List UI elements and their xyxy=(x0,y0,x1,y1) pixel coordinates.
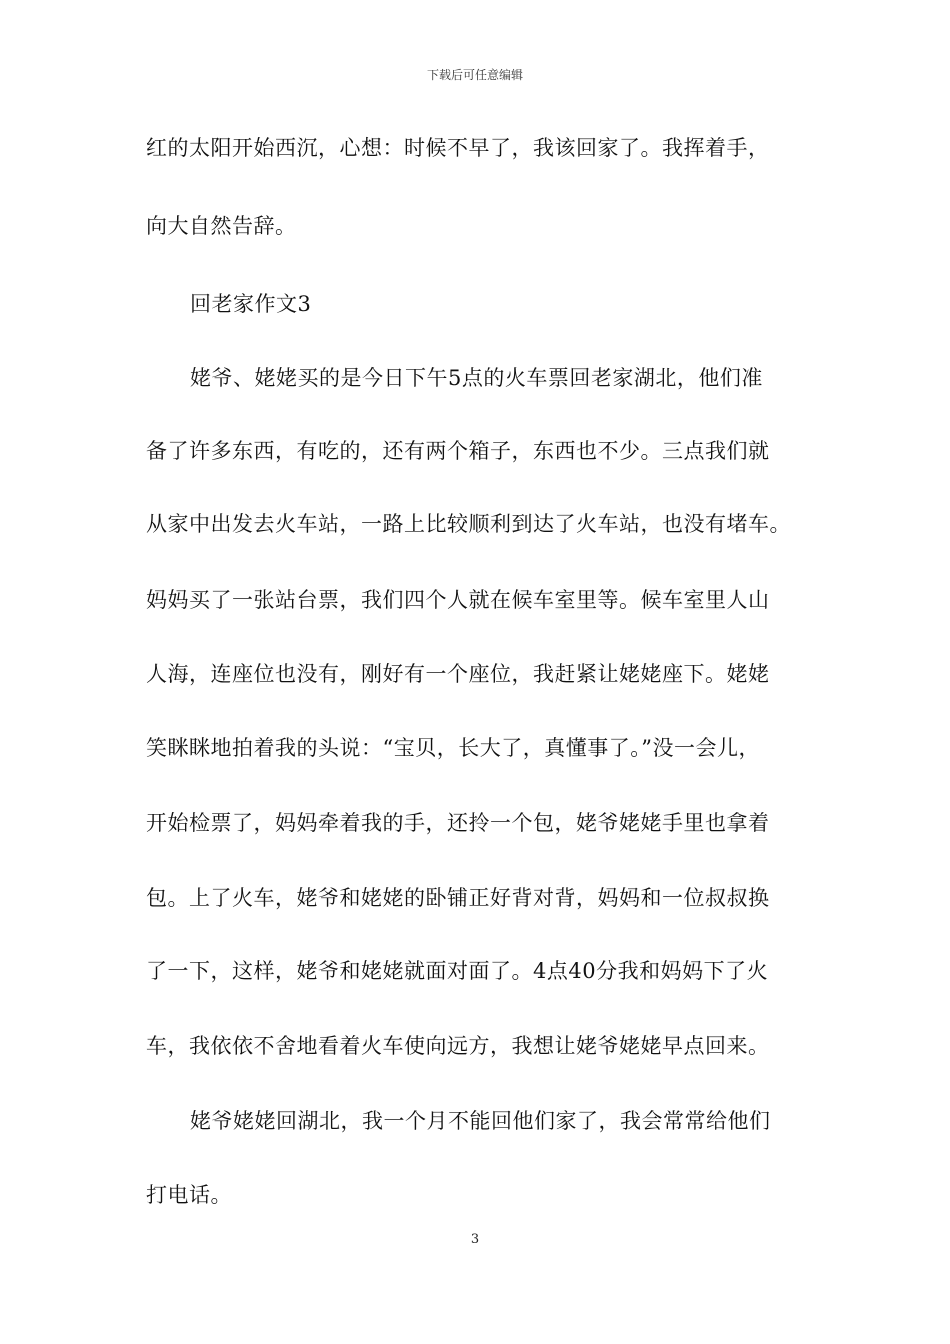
text-line: 笑眯眯地拍着我的头说：“宝贝，长大了，真懂事了。”没一会儿， xyxy=(146,736,760,760)
section-heading: 回老家作文3 xyxy=(190,292,312,316)
text-line: 向大自然告辞。 xyxy=(146,214,297,238)
text-line: 姥爷、姥姥买的是今日下午5点的火车票回老家湖北，他们准 xyxy=(190,366,763,390)
page-header: 下载后可任意编辑 xyxy=(426,68,523,82)
page-number: 3 xyxy=(470,1232,480,1247)
text-line: 红的太阳开始西沉，心想：时候不早了，我该回家了。我挥着手， xyxy=(146,136,770,160)
text-line: 包。上了火车，姥爷和姥姥的卧铺正好背对背，妈妈和一位叔叔换 xyxy=(146,886,770,910)
text-line: 从家中出发去火车站，一路上比较顺利到达了火车站，也没有堵车。 xyxy=(146,512,791,536)
text-line: 开始检票了，妈妈牵着我的手，还拎一个包，姥爷姥姥手里也拿着 xyxy=(146,811,770,835)
text-line: 备了许多东西，有吃的，还有两个箱子，东西也不少。三点我们就 xyxy=(146,439,770,463)
text-line: 了一下，这样，姥爷和姥姥就面对面了。4点40分我和妈妈下了火 xyxy=(146,959,769,983)
text-line: 妈妈买了一张站台票，我们四个人就在候车室里等。候车室里人山 xyxy=(146,588,770,612)
text-line: 人海，连座位也没有，刚好有一个座位，我赶紧让姥姥座下。姥姥 xyxy=(146,662,770,686)
text-line: 姥爷姥姥回湖北，我一个月不能回他们家了，我会常常给他们 xyxy=(190,1109,771,1133)
text-line: 车，我依依不舍地看着火车使向远方，我想让姥爷姥姥早点回来。 xyxy=(146,1034,770,1058)
text-line: 打电话。 xyxy=(146,1183,232,1207)
